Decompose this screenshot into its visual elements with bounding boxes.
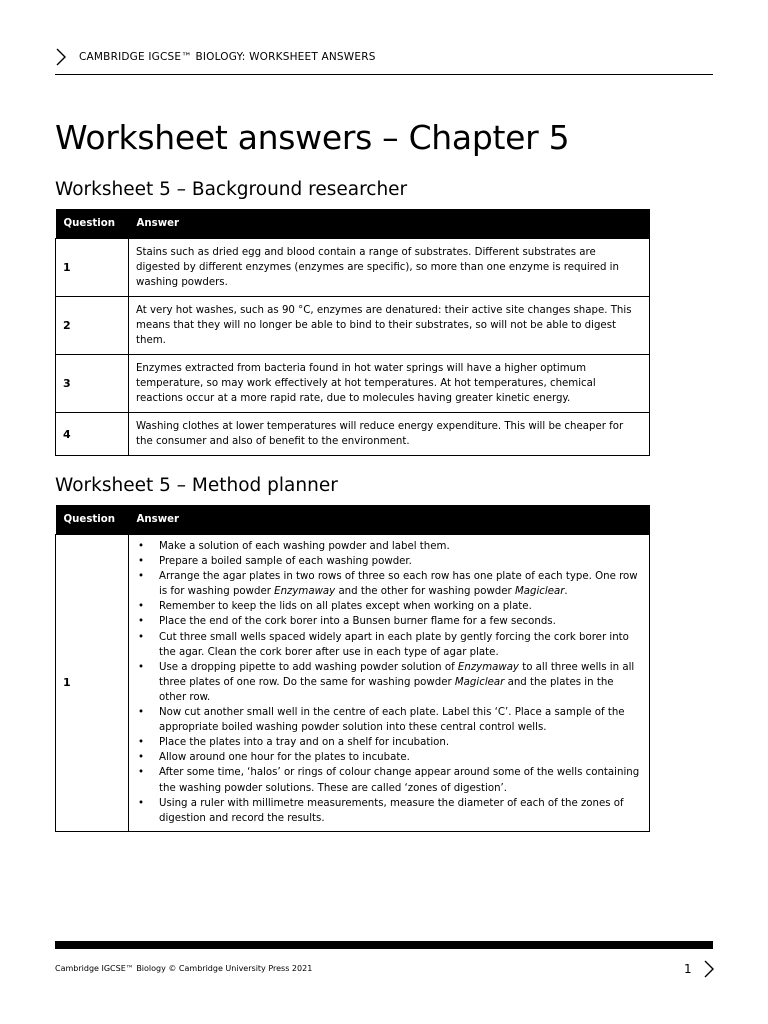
- question-number: 1: [56, 239, 129, 297]
- table-row: [56, 413, 650, 456]
- footer-bar: [55, 941, 713, 949]
- chevron-right-icon: [55, 48, 67, 66]
- list-item: • Place the end of the cork borer into a Bunsen burner flame for a few seconds.: [133, 614, 643, 629]
- list-item: • Use a dropping pipette to add washing powder solution of Enzymaway to all three wells in all three plates of one row. Do the same for washing powder Magiclear and the plates in the other row.: [133, 660, 643, 705]
- header-text: CAMBRIDGE IGCSE™ BIOLOGY: WORKSHEET ANSWERS: [79, 51, 376, 63]
- list-item: • Using a ruler with millimetre measurements, measure the diameter of each of the zones of digestion and record the results.: [133, 796, 643, 826]
- column-header-question: Question: [56, 505, 129, 535]
- list-item: • Arrange the agar plates in two rows of three so each row has one plate of each type. One row is for washing powder Enzymaway and the other for washing powder Magiclear.: [133, 569, 643, 599]
- answer-text: Stains such as dried egg and blood contain a range of substrates. Different substrates are digested by different enzymes (enzymes are specific), so more than one enzyme is required in washing powders.: [129, 239, 650, 297]
- list-item: • Make a solution of each washing powder and label them.: [133, 539, 643, 554]
- section-title-background-researcher: Worksheet 5 – Background researcher: [55, 179, 408, 200]
- answer-text: Washing clothes at lower temperatures will reduce energy expenditure. This will be cheaper for the consumer and also of benefit to the environment.: [129, 413, 650, 456]
- page-number: 1: [684, 962, 692, 976]
- answer-steps: [129, 535, 650, 832]
- footer-copyright: Cambridge IGCSE™ Biology © Cambridge University Press 2021: [55, 964, 313, 973]
- table-row: [56, 297, 650, 355]
- question-number: 3: [56, 355, 129, 413]
- column-header-answer: Answer: [129, 209, 650, 239]
- question-number: 1: [56, 535, 129, 832]
- page-header: [55, 44, 713, 75]
- table-row: [56, 355, 650, 413]
- table-header-row: [56, 505, 650, 535]
- table-header-row: [56, 209, 650, 239]
- list-item: • Now cut another small well in the centre of each plate. Label this ‘C’. Place a sample of the appropriate boiled washing powder solution into these central control wells.: [133, 705, 643, 735]
- list-item: • After some time, ‘halos’ or rings of colour change appear around some of the wells containing the washing powder solutions. These are called ‘zones of digestion’.: [133, 765, 643, 795]
- table-row: [56, 535, 650, 832]
- list-item: • Allow around one hour for the plates to incubate.: [133, 750, 643, 765]
- list-item: • Cut three small wells spaced widely apart in each plate by gently forcing the cork borer into the agar. Clean the cork borer after use in each type of agar plate.: [133, 630, 643, 660]
- question-number: 4: [56, 413, 129, 456]
- answer-text: Enzymes extracted from bacteria found in hot water springs will have a higher optimum temperature, so may work effectively at hot temperatures. At hot temperatures, chemical reactions occur at a more rapid rate, due to molecules having greater kinetic energy.: [129, 355, 650, 413]
- answer-text: At very hot washes, such as 90 °C, enzymes are denatured: their active site changes shape. This means that they will no longer be able to bind to their substrates, so will not be able to digest them.: [129, 297, 650, 355]
- list-item: • Place the plates into a tray and on a shelf for incubation.: [133, 735, 643, 750]
- page-title: Worksheet answers – Chapter 5: [55, 118, 570, 157]
- column-header-question: Question: [56, 209, 129, 239]
- table-row: [56, 239, 650, 297]
- method-planner-table: [55, 505, 650, 832]
- list-item: • Remember to keep the lids on all plates except when working on a plate.: [133, 599, 643, 614]
- background-researcher-table: [55, 209, 650, 456]
- method-steps-list: [133, 539, 643, 826]
- column-header-answer: Answer: [129, 505, 650, 535]
- chevron-right-icon[interactable]: [703, 960, 715, 978]
- list-item: • Prepare a boiled sample of each washing powder.: [133, 554, 643, 569]
- question-number: 2: [56, 297, 129, 355]
- section-title-method-planner: Worksheet 5 – Method planner: [55, 475, 338, 496]
